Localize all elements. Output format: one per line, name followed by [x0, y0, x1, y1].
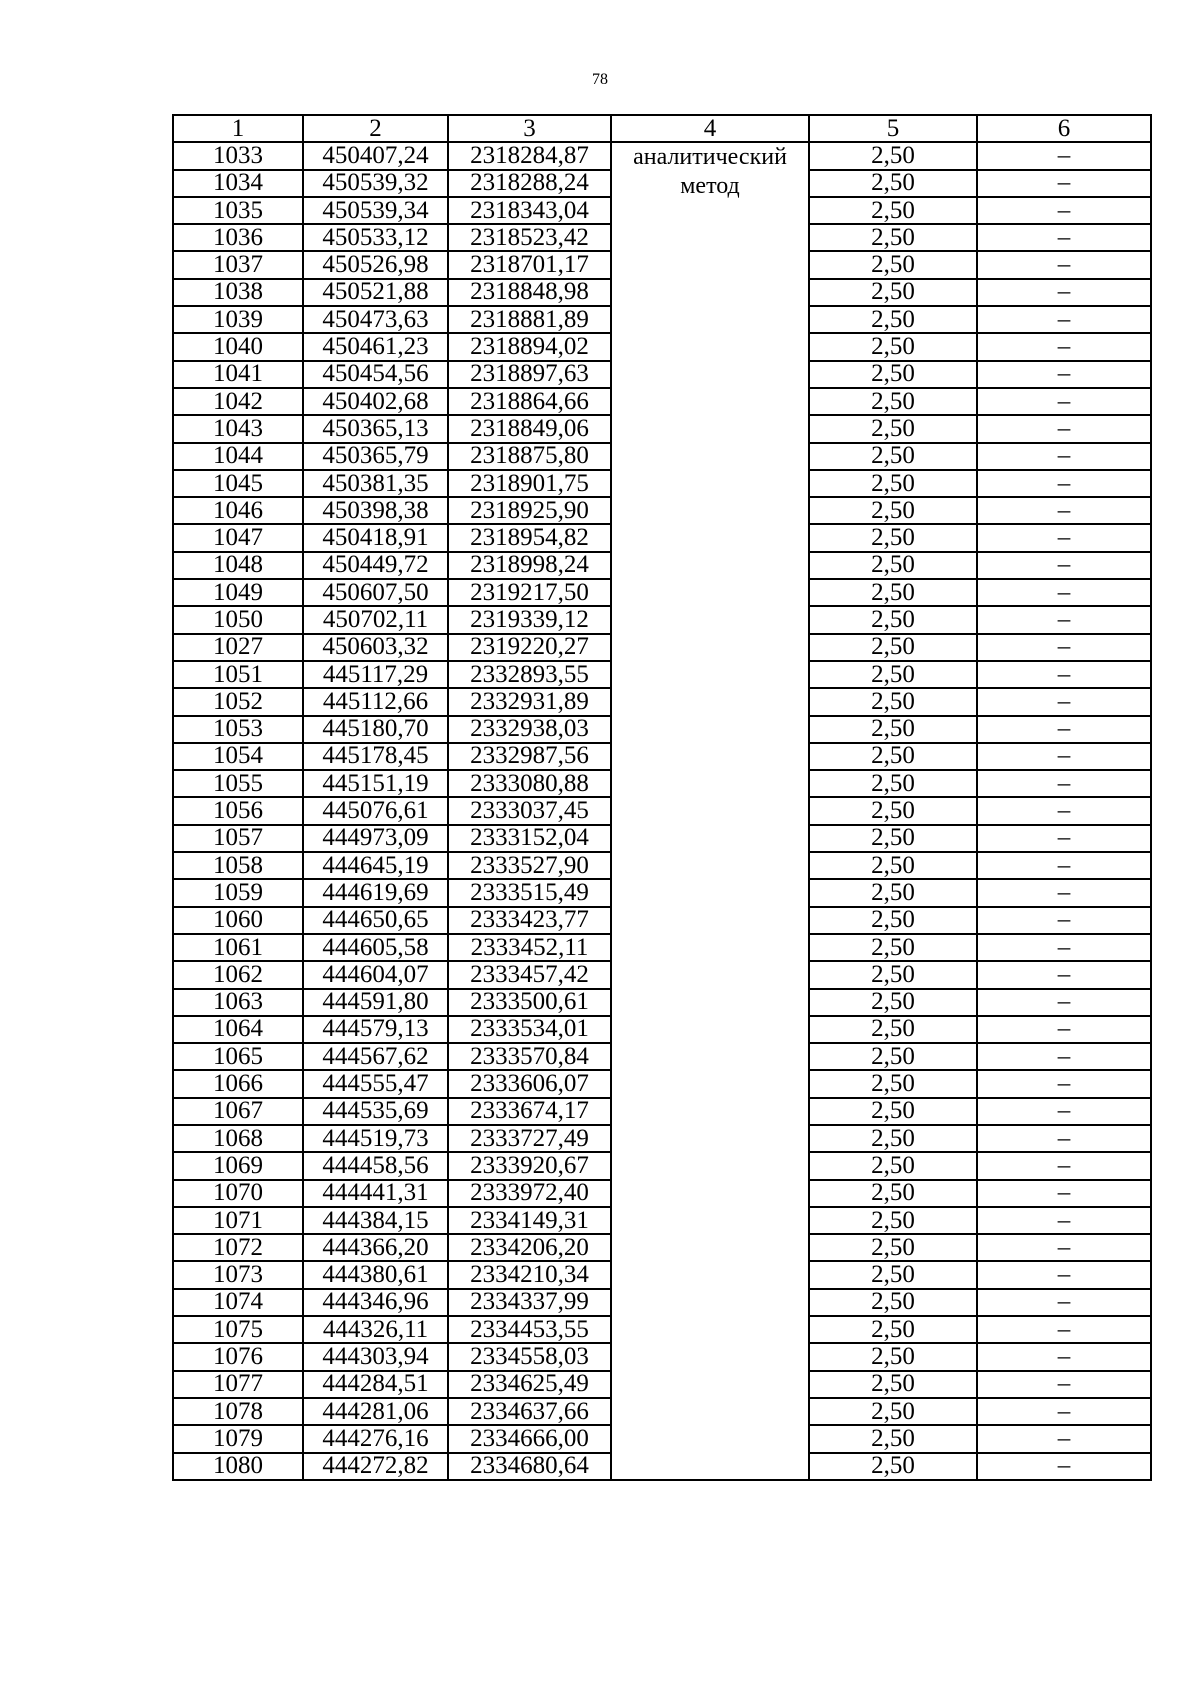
- y-coordinate-cell: 2333515,49: [448, 879, 611, 906]
- accuracy-cell: 2,50: [809, 1070, 977, 1097]
- y-coordinate-cell: 2318897,63: [448, 361, 611, 388]
- accuracy-cell: 2,50: [809, 1289, 977, 1316]
- accuracy-cell: 2,50: [809, 497, 977, 524]
- y-coordinate-cell: 2334680,64: [448, 1453, 611, 1480]
- y-coordinate-cell: 2318954,82: [448, 524, 611, 551]
- point-number-cell: 1061: [173, 934, 303, 961]
- column-header: 2: [303, 115, 448, 142]
- x-coordinate-cell: 444605,58: [303, 934, 448, 961]
- x-coordinate-cell: 444380,61: [303, 1261, 448, 1288]
- y-coordinate-cell: 2333920,67: [448, 1152, 611, 1179]
- dash-cell: –: [977, 1098, 1151, 1125]
- accuracy-cell: 2,50: [809, 443, 977, 470]
- dash-cell: –: [977, 743, 1151, 770]
- point-number-cell: 1062: [173, 961, 303, 988]
- dash-cell: –: [977, 1425, 1151, 1452]
- accuracy-cell: 2,50: [809, 688, 977, 715]
- y-coordinate-cell: 2318864,66: [448, 388, 611, 415]
- accuracy-cell: 2,50: [809, 388, 977, 415]
- point-number-cell: 1063: [173, 989, 303, 1016]
- dash-cell: –: [977, 197, 1151, 224]
- x-coordinate-cell: 450473,63: [303, 306, 448, 333]
- dash-cell: –: [977, 279, 1151, 306]
- dash-cell: –: [977, 1016, 1151, 1043]
- x-coordinate-cell: 450521,88: [303, 279, 448, 306]
- y-coordinate-cell: 2334637,66: [448, 1398, 611, 1425]
- y-coordinate-cell: 2333457,42: [448, 961, 611, 988]
- y-coordinate-cell: 2318284,87: [448, 142, 611, 169]
- accuracy-cell: 2,50: [809, 197, 977, 224]
- accuracy-cell: 2,50: [809, 279, 977, 306]
- dash-cell: –: [977, 1371, 1151, 1398]
- x-coordinate-cell: 444650,65: [303, 907, 448, 934]
- point-number-cell: 1054: [173, 743, 303, 770]
- accuracy-cell: 2,50: [809, 716, 977, 743]
- dash-cell: –: [977, 661, 1151, 688]
- point-number-cell: 1066: [173, 1070, 303, 1097]
- accuracy-cell: 2,50: [809, 142, 977, 169]
- point-number-cell: 1041: [173, 361, 303, 388]
- point-number-cell: 1055: [173, 770, 303, 797]
- accuracy-cell: 2,50: [809, 170, 977, 197]
- point-number-cell: 1034: [173, 170, 303, 197]
- coordinates-table: [172, 114, 1152, 1481]
- x-coordinate-cell: 444567,62: [303, 1043, 448, 1070]
- dash-cell: –: [977, 415, 1151, 442]
- dash-cell: –: [977, 142, 1151, 169]
- dash-cell: –: [977, 251, 1151, 278]
- y-coordinate-cell: 2318998,24: [448, 552, 611, 579]
- accuracy-cell: 2,50: [809, 1043, 977, 1070]
- y-coordinate-cell: 2333152,04: [448, 825, 611, 852]
- y-coordinate-cell: 2319220,27: [448, 634, 611, 661]
- x-coordinate-cell: 444276,16: [303, 1425, 448, 1452]
- y-coordinate-cell: 2333037,45: [448, 797, 611, 824]
- x-coordinate-cell: 444284,51: [303, 1371, 448, 1398]
- x-coordinate-cell: 444366,20: [303, 1234, 448, 1261]
- table-body: [173, 142, 1151, 1480]
- x-coordinate-cell: 450702,11: [303, 606, 448, 633]
- dash-cell: –: [977, 443, 1151, 470]
- dash-cell: –: [977, 1152, 1151, 1179]
- y-coordinate-cell: 2333606,07: [448, 1070, 611, 1097]
- y-coordinate-cell: 2333452,11: [448, 934, 611, 961]
- point-number-cell: 1042: [173, 388, 303, 415]
- point-number-cell: 1070: [173, 1180, 303, 1207]
- dash-cell: –: [977, 524, 1151, 551]
- point-number-cell: 1067: [173, 1098, 303, 1125]
- accuracy-cell: 2,50: [809, 470, 977, 497]
- accuracy-cell: 2,50: [809, 743, 977, 770]
- accuracy-cell: 2,50: [809, 989, 977, 1016]
- point-number-cell: 1044: [173, 443, 303, 470]
- y-coordinate-cell: 2332893,55: [448, 661, 611, 688]
- y-coordinate-cell: 2333570,84: [448, 1043, 611, 1070]
- y-coordinate-cell: 2333527,90: [448, 852, 611, 879]
- accuracy-cell: 2,50: [809, 770, 977, 797]
- dash-cell: –: [977, 388, 1151, 415]
- x-coordinate-cell: 450449,72: [303, 552, 448, 579]
- accuracy-cell: 2,50: [809, 1261, 977, 1288]
- dash-cell: –: [977, 907, 1151, 934]
- accuracy-cell: 2,50: [809, 961, 977, 988]
- dash-cell: –: [977, 825, 1151, 852]
- point-number-cell: 1053: [173, 716, 303, 743]
- accuracy-cell: 2,50: [809, 1207, 977, 1234]
- point-number-cell: 1048: [173, 552, 303, 579]
- dash-cell: –: [977, 170, 1151, 197]
- point-number-cell: 1043: [173, 415, 303, 442]
- dash-cell: –: [977, 1234, 1151, 1261]
- y-coordinate-cell: 2333423,77: [448, 907, 611, 934]
- y-coordinate-cell: 2318343,04: [448, 197, 611, 224]
- accuracy-cell: 2,50: [809, 415, 977, 442]
- point-number-cell: 1074: [173, 1289, 303, 1316]
- y-coordinate-cell: 2332931,89: [448, 688, 611, 715]
- point-number-cell: 1064: [173, 1016, 303, 1043]
- x-coordinate-cell: 445112,66: [303, 688, 448, 715]
- x-coordinate-cell: 444555,47: [303, 1070, 448, 1097]
- point-number-cell: 1050: [173, 606, 303, 633]
- point-number-cell: 1076: [173, 1343, 303, 1370]
- header-row: [173, 115, 1151, 142]
- dash-cell: –: [977, 306, 1151, 333]
- point-number-cell: 1037: [173, 251, 303, 278]
- accuracy-cell: 2,50: [809, 907, 977, 934]
- column-header: 3: [448, 115, 611, 142]
- x-coordinate-cell: 444579,13: [303, 1016, 448, 1043]
- accuracy-cell: 2,50: [809, 1316, 977, 1343]
- y-coordinate-cell: 2333727,49: [448, 1125, 611, 1152]
- accuracy-cell: 2,50: [809, 1453, 977, 1480]
- y-coordinate-cell: 2334337,99: [448, 1289, 611, 1316]
- accuracy-cell: 2,50: [809, 1180, 977, 1207]
- y-coordinate-cell: 2334625,49: [448, 1371, 611, 1398]
- point-number-cell: 1073: [173, 1261, 303, 1288]
- x-coordinate-cell: 444973,09: [303, 825, 448, 852]
- y-coordinate-cell: 2318701,17: [448, 251, 611, 278]
- accuracy-cell: 2,50: [809, 306, 977, 333]
- accuracy-cell: 2,50: [809, 606, 977, 633]
- y-coordinate-cell: 2334666,00: [448, 1425, 611, 1452]
- accuracy-cell: 2,50: [809, 1398, 977, 1425]
- dash-cell: –: [977, 1398, 1151, 1425]
- x-coordinate-cell: 450407,24: [303, 142, 448, 169]
- y-coordinate-cell: 2318849,06: [448, 415, 611, 442]
- column-header: 4: [611, 115, 809, 142]
- point-number-cell: 1036: [173, 224, 303, 251]
- x-coordinate-cell: 450603,32: [303, 634, 448, 661]
- dash-cell: –: [977, 1043, 1151, 1070]
- dash-cell: –: [977, 852, 1151, 879]
- dash-cell: –: [977, 688, 1151, 715]
- column-header: 5: [809, 115, 977, 142]
- accuracy-cell: 2,50: [809, 879, 977, 906]
- dash-cell: –: [977, 497, 1151, 524]
- accuracy-cell: 2,50: [809, 1425, 977, 1452]
- point-number-cell: 1072: [173, 1234, 303, 1261]
- dash-cell: –: [977, 361, 1151, 388]
- accuracy-cell: 2,50: [809, 579, 977, 606]
- point-number-cell: 1059: [173, 879, 303, 906]
- point-number-cell: 1038: [173, 279, 303, 306]
- dash-cell: –: [977, 1316, 1151, 1343]
- x-coordinate-cell: 444604,07: [303, 961, 448, 988]
- y-coordinate-cell: 2334453,55: [448, 1316, 611, 1343]
- point-number-cell: 1027: [173, 634, 303, 661]
- y-coordinate-cell: 2333534,01: [448, 1016, 611, 1043]
- x-coordinate-cell: 450526,98: [303, 251, 448, 278]
- accuracy-cell: 2,50: [809, 1098, 977, 1125]
- point-number-cell: 1057: [173, 825, 303, 852]
- x-coordinate-cell: 450365,79: [303, 443, 448, 470]
- page-number: 78: [592, 71, 608, 88]
- point-number-cell: 1051: [173, 661, 303, 688]
- point-number-cell: 1060: [173, 907, 303, 934]
- x-coordinate-cell: 450539,32: [303, 170, 448, 197]
- x-coordinate-cell: 450402,68: [303, 388, 448, 415]
- point-number-cell: 1033: [173, 142, 303, 169]
- x-coordinate-cell: 444619,69: [303, 879, 448, 906]
- x-coordinate-cell: 444458,56: [303, 1152, 448, 1179]
- point-number-cell: 1065: [173, 1043, 303, 1070]
- y-coordinate-cell: 2333500,61: [448, 989, 611, 1016]
- accuracy-cell: 2,50: [809, 1371, 977, 1398]
- x-coordinate-cell: 450607,50: [303, 579, 448, 606]
- y-coordinate-cell: 2334558,03: [448, 1343, 611, 1370]
- x-coordinate-cell: 450461,23: [303, 333, 448, 360]
- accuracy-cell: 2,50: [809, 552, 977, 579]
- dash-cell: –: [977, 333, 1151, 360]
- point-number-cell: 1080: [173, 1453, 303, 1480]
- table-row: [173, 142, 1151, 169]
- dash-cell: –: [977, 634, 1151, 661]
- point-number-cell: 1077: [173, 1371, 303, 1398]
- dash-cell: –: [977, 1343, 1151, 1370]
- x-coordinate-cell: 444441,31: [303, 1180, 448, 1207]
- dash-cell: –: [977, 552, 1151, 579]
- y-coordinate-cell: 2319217,50: [448, 579, 611, 606]
- x-coordinate-cell: 445117,29: [303, 661, 448, 688]
- point-number-cell: 1049: [173, 579, 303, 606]
- point-number-cell: 1047: [173, 524, 303, 551]
- accuracy-cell: 2,50: [809, 333, 977, 360]
- point-number-cell: 1052: [173, 688, 303, 715]
- table-header: [173, 115, 1151, 142]
- method-cell: аналитический метод: [611, 142, 809, 1480]
- y-coordinate-cell: 2318894,02: [448, 333, 611, 360]
- dash-cell: –: [977, 1289, 1151, 1316]
- y-coordinate-cell: 2332938,03: [448, 716, 611, 743]
- dash-cell: –: [977, 879, 1151, 906]
- accuracy-cell: 2,50: [809, 797, 977, 824]
- point-number-cell: 1056: [173, 797, 303, 824]
- y-coordinate-cell: 2334206,20: [448, 1234, 611, 1261]
- point-number-cell: 1058: [173, 852, 303, 879]
- x-coordinate-cell: 450418,91: [303, 524, 448, 551]
- x-coordinate-cell: 444272,82: [303, 1453, 448, 1480]
- dash-cell: –: [977, 1180, 1151, 1207]
- dash-cell: –: [977, 989, 1151, 1016]
- x-coordinate-cell: 445151,19: [303, 770, 448, 797]
- column-header: 6: [977, 115, 1151, 142]
- y-coordinate-cell: 2318523,42: [448, 224, 611, 251]
- x-coordinate-cell: 450381,35: [303, 470, 448, 497]
- accuracy-cell: 2,50: [809, 1125, 977, 1152]
- point-number-cell: 1035: [173, 197, 303, 224]
- y-coordinate-cell: 2333674,17: [448, 1098, 611, 1125]
- accuracy-cell: 2,50: [809, 661, 977, 688]
- x-coordinate-cell: 450454,56: [303, 361, 448, 388]
- accuracy-cell: 2,50: [809, 1343, 977, 1370]
- y-coordinate-cell: 2318901,75: [448, 470, 611, 497]
- accuracy-cell: 2,50: [809, 1152, 977, 1179]
- x-coordinate-cell: 444281,06: [303, 1398, 448, 1425]
- accuracy-cell: 2,50: [809, 825, 977, 852]
- y-coordinate-cell: 2319339,12: [448, 606, 611, 633]
- point-number-cell: 1075: [173, 1316, 303, 1343]
- x-coordinate-cell: 450365,13: [303, 415, 448, 442]
- y-coordinate-cell: 2318925,90: [448, 497, 611, 524]
- x-coordinate-cell: 444645,19: [303, 852, 448, 879]
- accuracy-cell: 2,50: [809, 251, 977, 278]
- point-number-cell: 1046: [173, 497, 303, 524]
- x-coordinate-cell: 444535,69: [303, 1098, 448, 1125]
- x-coordinate-cell: 444346,96: [303, 1289, 448, 1316]
- dash-cell: –: [977, 1125, 1151, 1152]
- x-coordinate-cell: 450398,38: [303, 497, 448, 524]
- y-coordinate-cell: 2334149,31: [448, 1207, 611, 1234]
- x-coordinate-cell: 444519,73: [303, 1125, 448, 1152]
- accuracy-cell: 2,50: [809, 1234, 977, 1261]
- accuracy-cell: 2,50: [809, 224, 977, 251]
- point-number-cell: 1045: [173, 470, 303, 497]
- dash-cell: –: [977, 797, 1151, 824]
- accuracy-cell: 2,50: [809, 361, 977, 388]
- x-coordinate-cell: 445076,61: [303, 797, 448, 824]
- point-number-cell: 1069: [173, 1152, 303, 1179]
- x-coordinate-cell: 444384,15: [303, 1207, 448, 1234]
- y-coordinate-cell: 2334210,34: [448, 1261, 611, 1288]
- x-coordinate-cell: 445178,45: [303, 743, 448, 770]
- point-number-cell: 1039: [173, 306, 303, 333]
- point-number-cell: 1068: [173, 1125, 303, 1152]
- dash-cell: –: [977, 1070, 1151, 1097]
- accuracy-cell: 2,50: [809, 634, 977, 661]
- dash-cell: –: [977, 1261, 1151, 1288]
- x-coordinate-cell: 450539,34: [303, 197, 448, 224]
- point-number-cell: 1040: [173, 333, 303, 360]
- y-coordinate-cell: 2318881,89: [448, 306, 611, 333]
- x-coordinate-cell: 444303,94: [303, 1343, 448, 1370]
- accuracy-cell: 2,50: [809, 524, 977, 551]
- point-number-cell: 1079: [173, 1425, 303, 1452]
- accuracy-cell: 2,50: [809, 934, 977, 961]
- accuracy-cell: 2,50: [809, 852, 977, 879]
- point-number-cell: 1078: [173, 1398, 303, 1425]
- dash-cell: –: [977, 224, 1151, 251]
- dash-cell: –: [977, 770, 1151, 797]
- dash-cell: –: [977, 1453, 1151, 1480]
- x-coordinate-cell: 450533,12: [303, 224, 448, 251]
- dash-cell: –: [977, 716, 1151, 743]
- y-coordinate-cell: 2332987,56: [448, 743, 611, 770]
- column-header: 1: [173, 115, 303, 142]
- x-coordinate-cell: 444326,11: [303, 1316, 448, 1343]
- y-coordinate-cell: 2318288,24: [448, 170, 611, 197]
- dash-cell: –: [977, 934, 1151, 961]
- y-coordinate-cell: 2318848,98: [448, 279, 611, 306]
- dash-cell: –: [977, 961, 1151, 988]
- dash-cell: –: [977, 470, 1151, 497]
- y-coordinate-cell: 2333972,40: [448, 1180, 611, 1207]
- dash-cell: –: [977, 579, 1151, 606]
- point-number-cell: 1071: [173, 1207, 303, 1234]
- y-coordinate-cell: 2318875,80: [448, 443, 611, 470]
- y-coordinate-cell: 2333080,88: [448, 770, 611, 797]
- dash-cell: –: [977, 606, 1151, 633]
- x-coordinate-cell: 444591,80: [303, 989, 448, 1016]
- accuracy-cell: 2,50: [809, 1016, 977, 1043]
- x-coordinate-cell: 445180,70: [303, 716, 448, 743]
- dash-cell: –: [977, 1207, 1151, 1234]
